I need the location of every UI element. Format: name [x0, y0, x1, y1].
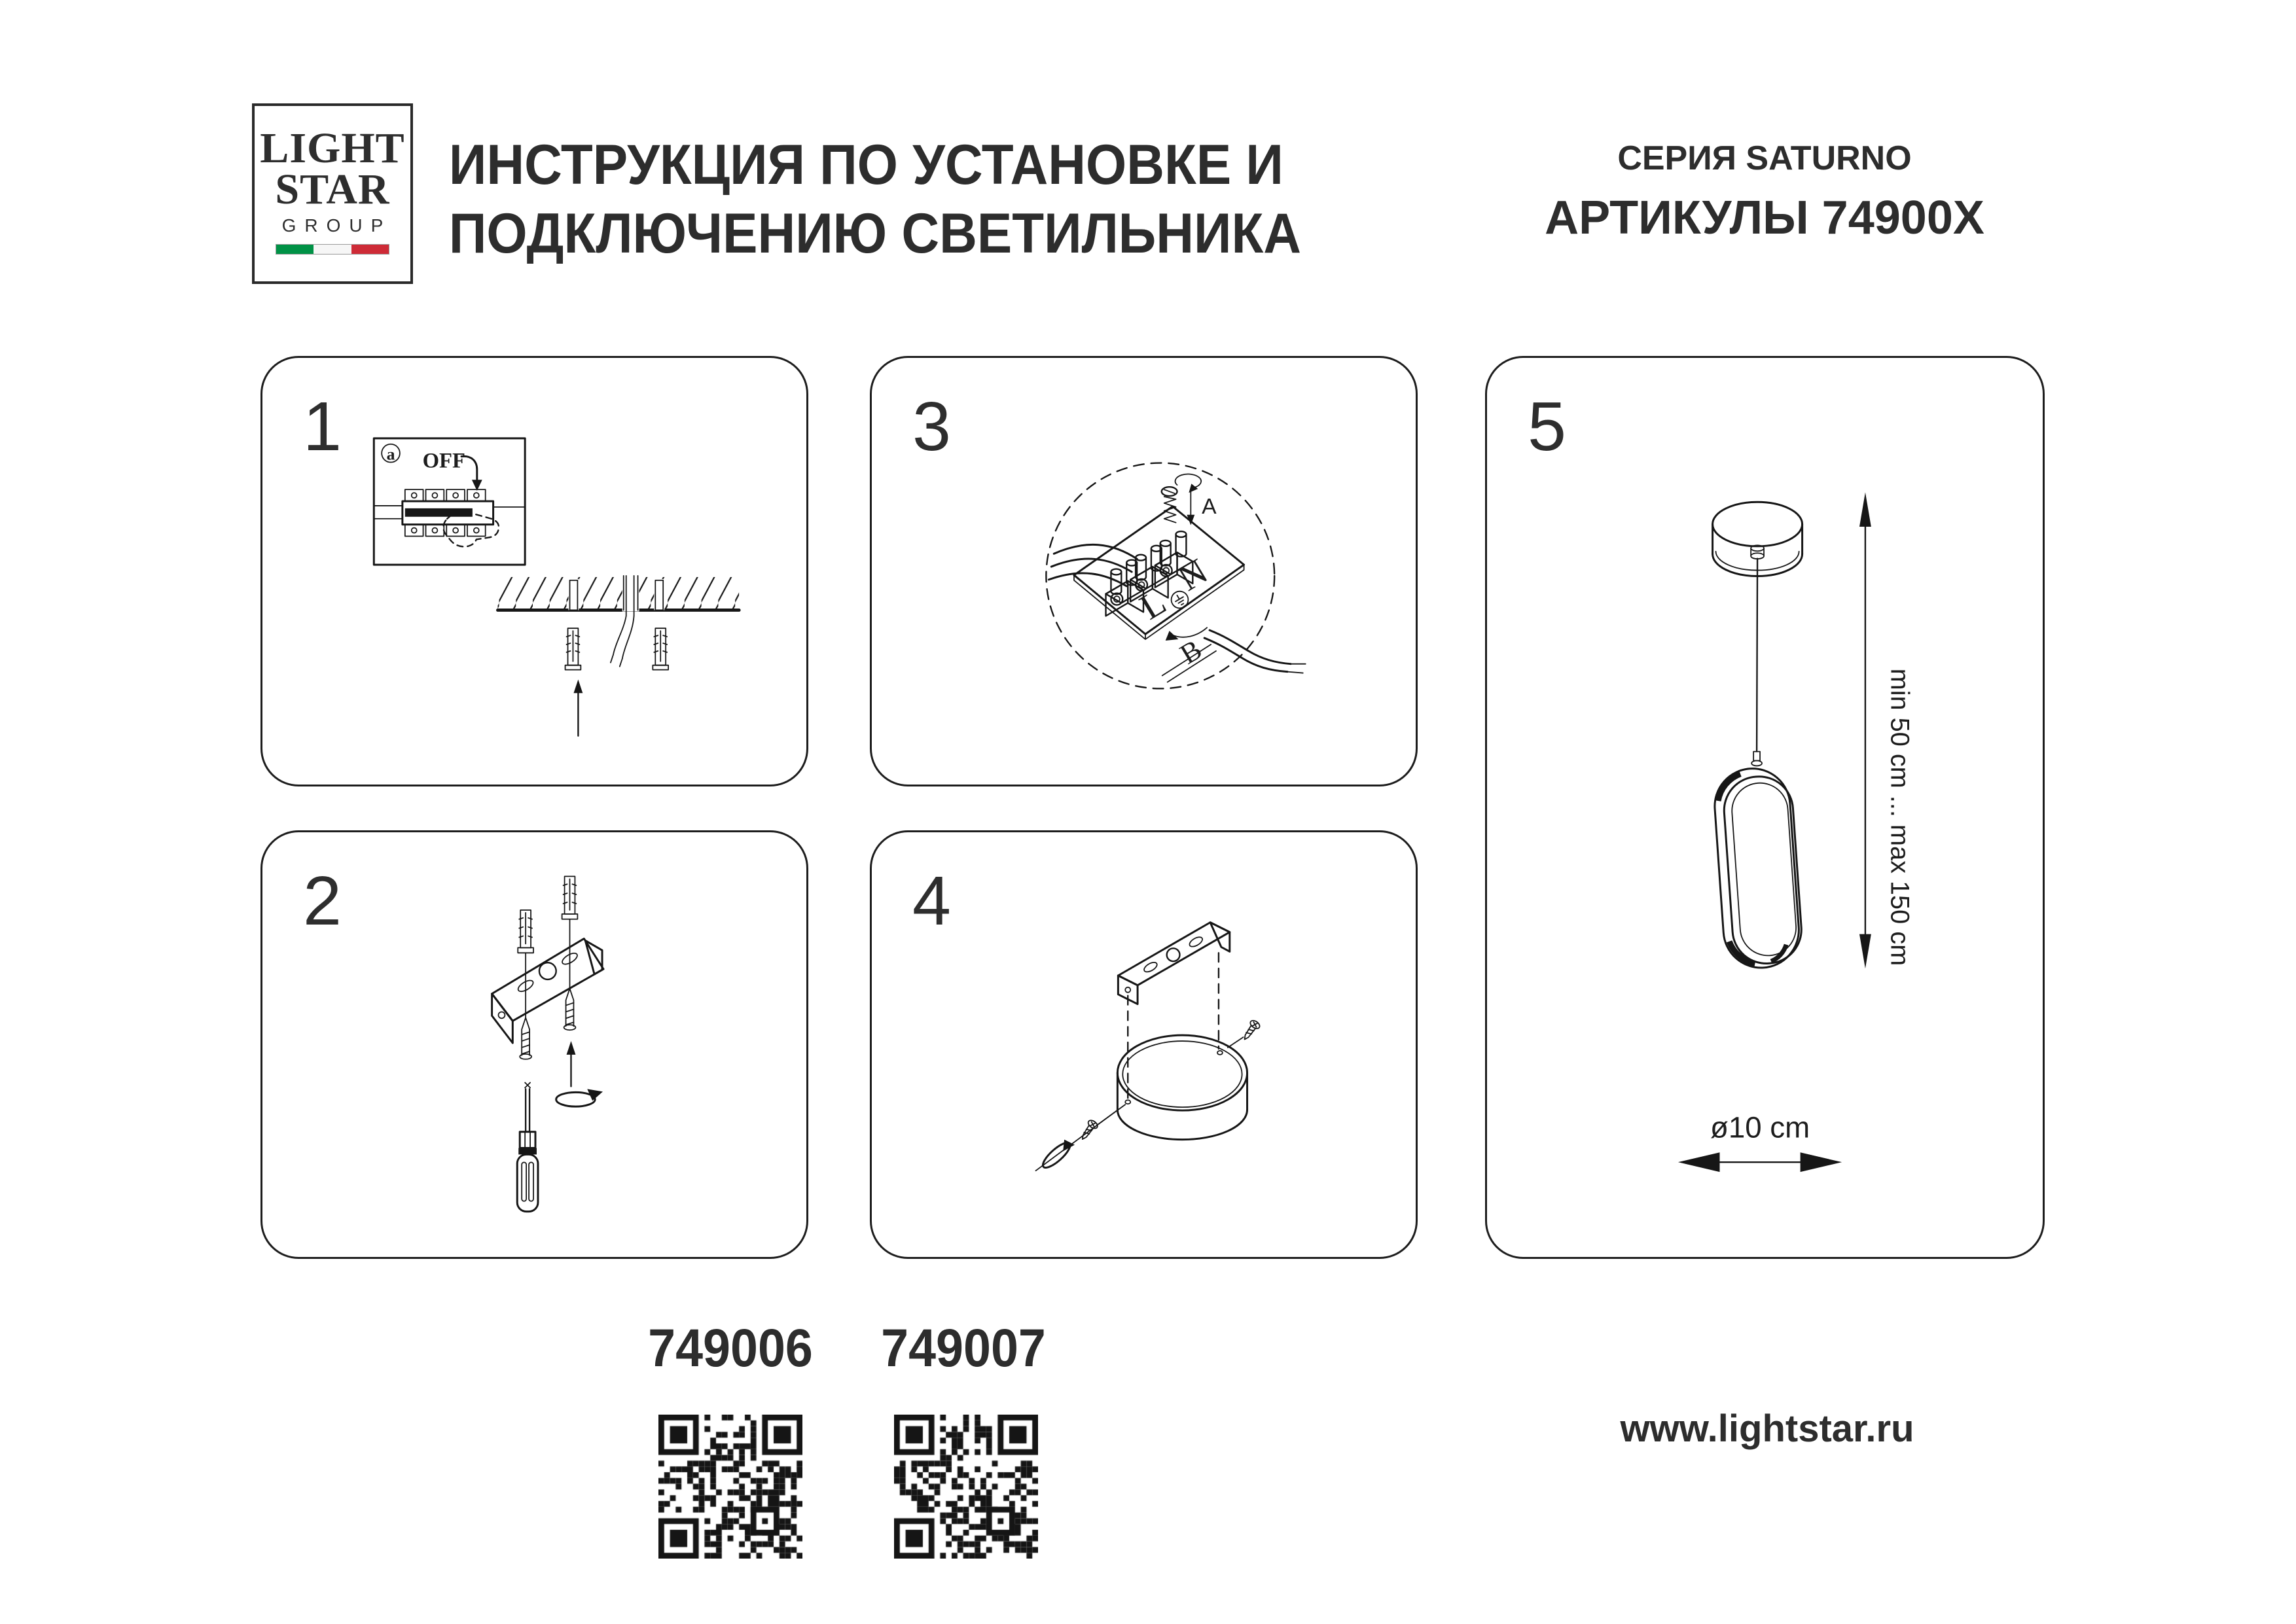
- flag-white-stripe: [314, 245, 351, 254]
- qr-code-749006: [658, 1415, 802, 1559]
- diameter-dimension: [1678, 1110, 1842, 1172]
- washer-rotate-icon: [1036, 1111, 1117, 1171]
- label-l: L: [1133, 582, 1174, 628]
- bracket-fixing-drawing: [262, 832, 806, 1257]
- diameter-label: ø10 cm: [1710, 1110, 1810, 1144]
- off-label: OFF: [422, 449, 465, 473]
- canopy-to-bracket-drawing: [872, 832, 1416, 1257]
- dowel-icon: [518, 910, 533, 953]
- terminal-screw-icon: [1162, 487, 1177, 522]
- step-4-number: 4: [912, 862, 951, 940]
- canopy-cup-icon: [1117, 1035, 1247, 1140]
- italian-flag-icon: [276, 244, 389, 255]
- screw-icon: [564, 989, 576, 1030]
- step-4-panel: [870, 830, 1418, 1259]
- height-range-label: min 50 cm ... max 150 cm: [1885, 668, 1914, 966]
- articles-label: АРТИКУЛЫ 74900X: [1545, 192, 1984, 244]
- qr-code-749007: [894, 1415, 1038, 1559]
- dowel-icon: [562, 876, 578, 919]
- detail-circle: [1046, 463, 1274, 689]
- step-3-panel: [870, 356, 1418, 786]
- pendant-ring-icon: [1712, 766, 1804, 970]
- ceiling-dowels-drawing: [498, 574, 740, 736]
- cord-connector: [1751, 752, 1762, 766]
- step-5-number: 5: [1528, 388, 1566, 465]
- article-number-749006: 749006: [648, 1318, 813, 1378]
- pendant-dimensions-drawing: [1487, 358, 2043, 1257]
- flag-green-stripe: [276, 245, 314, 254]
- page-title: [448, 131, 1302, 268]
- label-b: B: [1174, 633, 1208, 671]
- logo-word-group: GROUP: [281, 215, 392, 236]
- step-3-number: 3: [912, 388, 951, 465]
- screw-icon: [1240, 1019, 1261, 1042]
- screwdriver-icon: [517, 1082, 538, 1211]
- step-2-panel: [260, 830, 808, 1259]
- page-title-line-2: ПОДКЛЮЧЕНИЮ СВЕТИЛЬНИКА: [448, 202, 1302, 265]
- step-5-panel: [1485, 356, 2045, 1259]
- breaker-off-inset: [374, 438, 525, 565]
- screw-icon: [1078, 1119, 1099, 1142]
- label-n: N: [1171, 551, 1215, 599]
- step-1-panel: [260, 356, 808, 786]
- step-1-number: 1: [303, 388, 342, 465]
- dowel-icon: [565, 628, 581, 669]
- supply-wires: [1049, 544, 1137, 586]
- logo-word-star: STAR: [275, 165, 390, 213]
- cable-out: [1204, 630, 1306, 673]
- circuit-breaker-icon: [374, 489, 525, 536]
- terminal-block-wiring-drawing: [872, 358, 1416, 785]
- mounting-bracket-icon: [1118, 923, 1229, 1004]
- lightstar-logo: [252, 103, 413, 284]
- screw-icon: [520, 1017, 531, 1059]
- mounting-bracket-icon: [492, 938, 603, 1043]
- power-off-and-ceiling-drawing: [262, 358, 806, 785]
- label-B-group: [1162, 627, 1216, 682]
- dowel-icon: [653, 628, 668, 669]
- logo-word-light: LIGHT: [260, 124, 405, 172]
- washer-rotate-icon: [556, 1089, 603, 1106]
- page-title-line-1: ИНСТРУКЦИЯ ПО УСТАНОВКЕ И: [448, 133, 1283, 196]
- hand-icon: [443, 512, 499, 546]
- label-a: A: [1202, 494, 1217, 519]
- website-label: www.lightstar.ru: [1620, 1407, 1914, 1450]
- height-dimension: [1859, 492, 1914, 968]
- label-A-group: [1175, 474, 1217, 525]
- step-2-number: 2: [303, 862, 342, 940]
- article-number-749007: 749007: [881, 1318, 1046, 1378]
- marker-a-label: a: [386, 444, 395, 464]
- series-label: СЕРИЯ SATURNO: [1617, 139, 1912, 177]
- flag-red-stripe: [351, 245, 389, 254]
